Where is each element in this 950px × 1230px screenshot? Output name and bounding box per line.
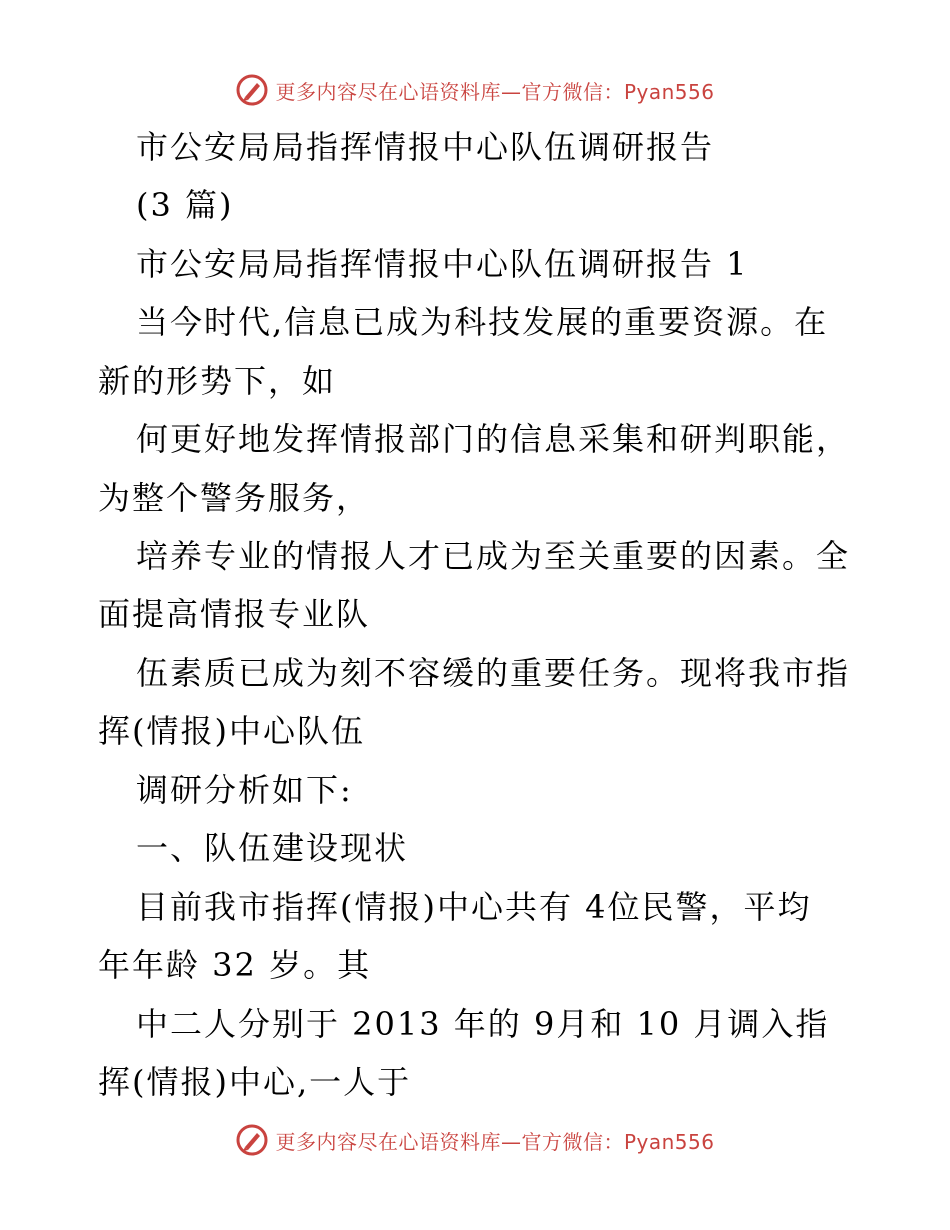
watermark-text: 更多内容尽在心语资料库—官方微信：Pyan556: [275, 1129, 715, 1154]
paragraph-line: 为整个警务服务，: [98, 479, 371, 517]
paragraph-line: 中二人分别于 2013 年的 9月和 10 月调入指: [136, 1005, 830, 1043]
paragraph-line: 伍素质已成为刻不容缓的重要任务。现将我市指: [136, 654, 851, 692]
paragraph-line: 调研分析如下:: [136, 771, 353, 809]
document-title: 市公安局局指挥情报中心队伍调研报告: [136, 128, 715, 166]
section-title: 市公安局局指挥情报中心队伍调研报告 1: [136, 245, 749, 283]
paragraph-line: 面提高情报专业队: [98, 595, 371, 633]
document-subtitle: (3 篇): [136, 186, 234, 224]
footer-watermark: [0, 1120, 950, 1160]
watermark-text: 更多内容尽在心语资料库—官方微信：Pyan556: [275, 79, 715, 104]
pen-circle-logo-icon: [235, 1123, 269, 1157]
paragraph-line: 年年龄 32 岁。其: [98, 946, 372, 984]
paragraph-line: 挥(情报)中心队伍: [98, 712, 365, 750]
paragraph-line: 当今时代,信息已成为科技发展的重要资源。在: [136, 303, 829, 341]
paragraph-line: 培养专业的情报人才已成为至关重要的因素。全: [136, 537, 851, 575]
pen-circle-logo-icon: [235, 73, 269, 107]
header-watermark: [0, 70, 950, 110]
paragraph-line: 新的形势下，如: [98, 362, 337, 400]
paragraph-line: 目前我市指挥(情报)中心共有 4位民警，平均: [136, 888, 812, 926]
paragraph-line: 挥(情报)中心,一人于: [98, 1063, 412, 1101]
paragraph-line: 何更好地发挥情报部门的信息采集和研判职能，: [136, 420, 851, 458]
section-heading: 一、队伍建设现状: [136, 829, 409, 867]
